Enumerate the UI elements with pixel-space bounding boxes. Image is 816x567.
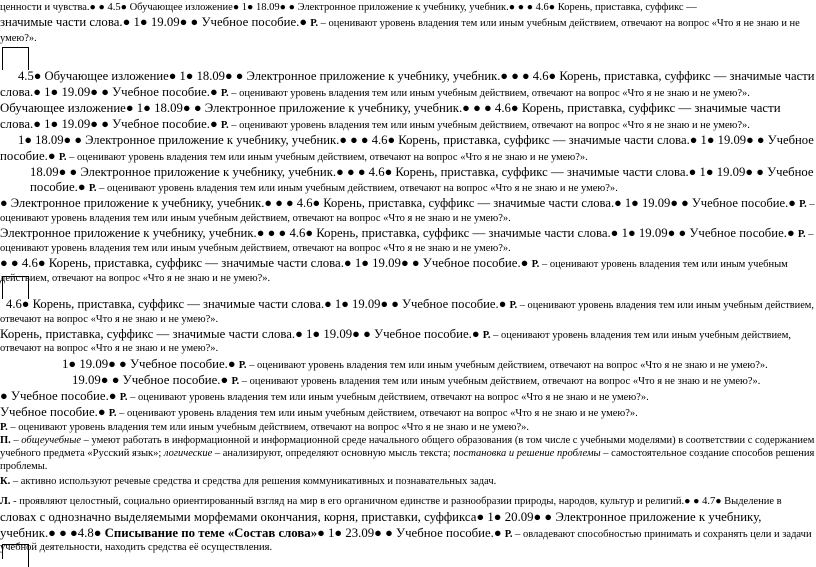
- text-line: умею?».: [0, 33, 37, 44]
- text-line: Учебное пособие.● Р. – оценивают уровень владения тем или иным учебным действием, отвечают на вопрос «Что я не знаю и не умею?».: [0, 405, 638, 419]
- text-line: ценности и чувства.● ● 4.5● Обучающее изложение● 1● 18.09● ● Электронное приложение к учебнику, учебник.● ● ● 4.6● Корень, приставка, суффикс —: [0, 2, 697, 13]
- text-line: значимые части слова.● 1● 19.09● ● Учебное пособие.● Р. – оценивают уровень владения тем или иным учебным действием, отвечают на вопрос «Что я не знаю и не: [0, 15, 800, 29]
- text-line: словах с однозначно выделяемыми морфемами окончания, корня, приставки, суффикса● 1● 20.09● ● Электронное приложение к учебнику,: [0, 510, 762, 524]
- empty-frame: [2, 544, 29, 559]
- text-line: ● Учебное пособие.● Р. – оценивают уровень владения тем или иным учебным действием, отвечают на вопрос «Что я не знаю и не умею?».: [0, 389, 649, 403]
- text-line: учебного предмета «Русский язык»; логические – анализируют, определяют основную мысль текста; постановка и решение проблемы – самостоятельное создание способов решения: [0, 448, 815, 459]
- text-line: действием, отвечают на вопрос «Что я не знаю и не умею?».: [0, 273, 271, 284]
- text-line: отвечают на вопрос «Что я не знаю и не умею?».: [0, 314, 219, 325]
- text-line: слова.● 1● 19.09● ● Учебное пособие.● Р. – оценивают уровень владения тем или иным учебным действием, отвечают на вопрос «Что я не знаю и не умею?».: [0, 117, 750, 131]
- text-line: пособие.● Р. – оценивают уровень владения тем или иным учебным действием, отвечают на вопрос «Что я не знаю и не умею?».: [30, 180, 618, 194]
- empty-frame: [2, 47, 29, 70]
- text-line: 4.6● Корень, приставка, суффикс — значимые части слова.● 1● 19.09● ● Учебное пособие.● Р. – оценивают уровень владения тем или иным учебным действием,: [6, 297, 814, 311]
- text-line: ● ● 4.6● Корень, приставка, суффикс — значимые части слова.● 1● 19.09● ● Учебное пособие.● Р. – оценивают уровень владения тем или иным учебным: [0, 256, 788, 270]
- empty-frame: [2, 276, 29, 299]
- text-line: слова.● 1● 19.09● ● Учебное пособие.● Р. – оценивают уровень владения тем или иным учебным действием, отвечают на вопрос «Что я не знаю и не умею?».: [0, 85, 750, 99]
- text-line: учебник.● ● ●4.8● Списывание по теме «Состав слова»● 1● 23.09● ● Учебное пособие.● Р. – овладевают способностью принимать и сохранять цели и задачи: [0, 526, 812, 540]
- text-line: Л. - проявляют целостный, социально ориентированный взгляд на мир в его органичном единстве и разнообразии природы, народов, культур и религий.● ● 4.7● Выделение в: [0, 496, 782, 507]
- text-line: отвечают на вопрос «Что я не знаю и не умею?».: [0, 343, 219, 354]
- text-line: 4.5● Обучающее изложение● 1● 18.09● ● Электронное приложение к учебнику, учебник.● ● ● 4.6● Корень, приставка, суффикс — значимые части: [18, 69, 815, 83]
- text-line: Р. – оценивают уровень владения тем или иным учебным действием, отвечают на вопрос «Что я не знаю и не умею?».: [0, 422, 529, 433]
- text-line: П. – общеучебные – умеют работать в информационной и информационной среде начального общего образования (в том числе с учебными моделями) в соответствии с содержанием: [0, 435, 815, 446]
- text-line: 19.09● ● Учебное пособие.● Р. – оценивают уровень владения тем или иным учебным действием, отвечают на вопрос «Что я не знаю и не умею?».: [72, 373, 761, 387]
- text-line: Обучающее изложение● 1● 18.09● ● Электронное приложение к учебнику, учебник.● ● ● 4.6● Корень, приставка, суффикс — значимые части: [0, 101, 781, 115]
- text-line: 18.09● ● Электронное приложение к учебнику, учебник.● ● ● 4.6● Корень, приставка, суффикс — значимые части слова.● 1● 19.09● ● Учебное: [30, 165, 814, 179]
- text-line: учебной деятельности, находить средства её осуществления.: [0, 542, 273, 553]
- text-line: 1● 19.09● ● Учебное пособие.● Р. – оценивают уровень владения тем или иным учебным действием, отвечают на вопрос «Что я не знаю и не умею?».: [62, 357, 768, 371]
- text-line: проблемы.: [0, 461, 48, 472]
- text-line: пособие.● Р. – оценивают уровень владения тем или иным учебным действием, отвечают на вопрос «Что я не знаю и не умею?».: [0, 149, 588, 163]
- text-line: К. – активно используют речевые средства и средства для решения коммуникативных и познавательных задач.: [0, 476, 497, 487]
- text-line: ● Электронное приложение к учебнику, учебник.● ● ● 4.6● Корень, приставка, суффикс — значимые части слова.● 1● 19.09● ● Учебное пособие.● Р. –: [0, 196, 815, 210]
- text-line: оценивают уровень владения тем или иным учебным действием, отвечают на вопрос «Что я не знаю и не умею?».: [0, 243, 511, 254]
- text-line: Корень, приставка, суффикс — значимые части слова.● 1● 19.09● ● Учебное пособие.● Р. – оценивают уровень владения тем или иным учебным действием,: [0, 327, 791, 341]
- text-line: Электронное приложение к учебнику, учебник.● ● ● 4.6● Корень, приставка, суффикс — значимые части слова.● 1● 19.09● ● Учебное пособие.● Р. –: [0, 226, 814, 240]
- text-line: оценивают уровень владения тем или иным учебным действием, отвечают на вопрос «Что я не знаю и не умею?».: [0, 213, 511, 224]
- text-line: 1● 18.09● ● Электронное приложение к учебнику, учебник.● ● ● 4.6● Корень, приставка, суффикс — значимые части слова.● 1● 19.09● ● Учебное: [18, 133, 814, 147]
